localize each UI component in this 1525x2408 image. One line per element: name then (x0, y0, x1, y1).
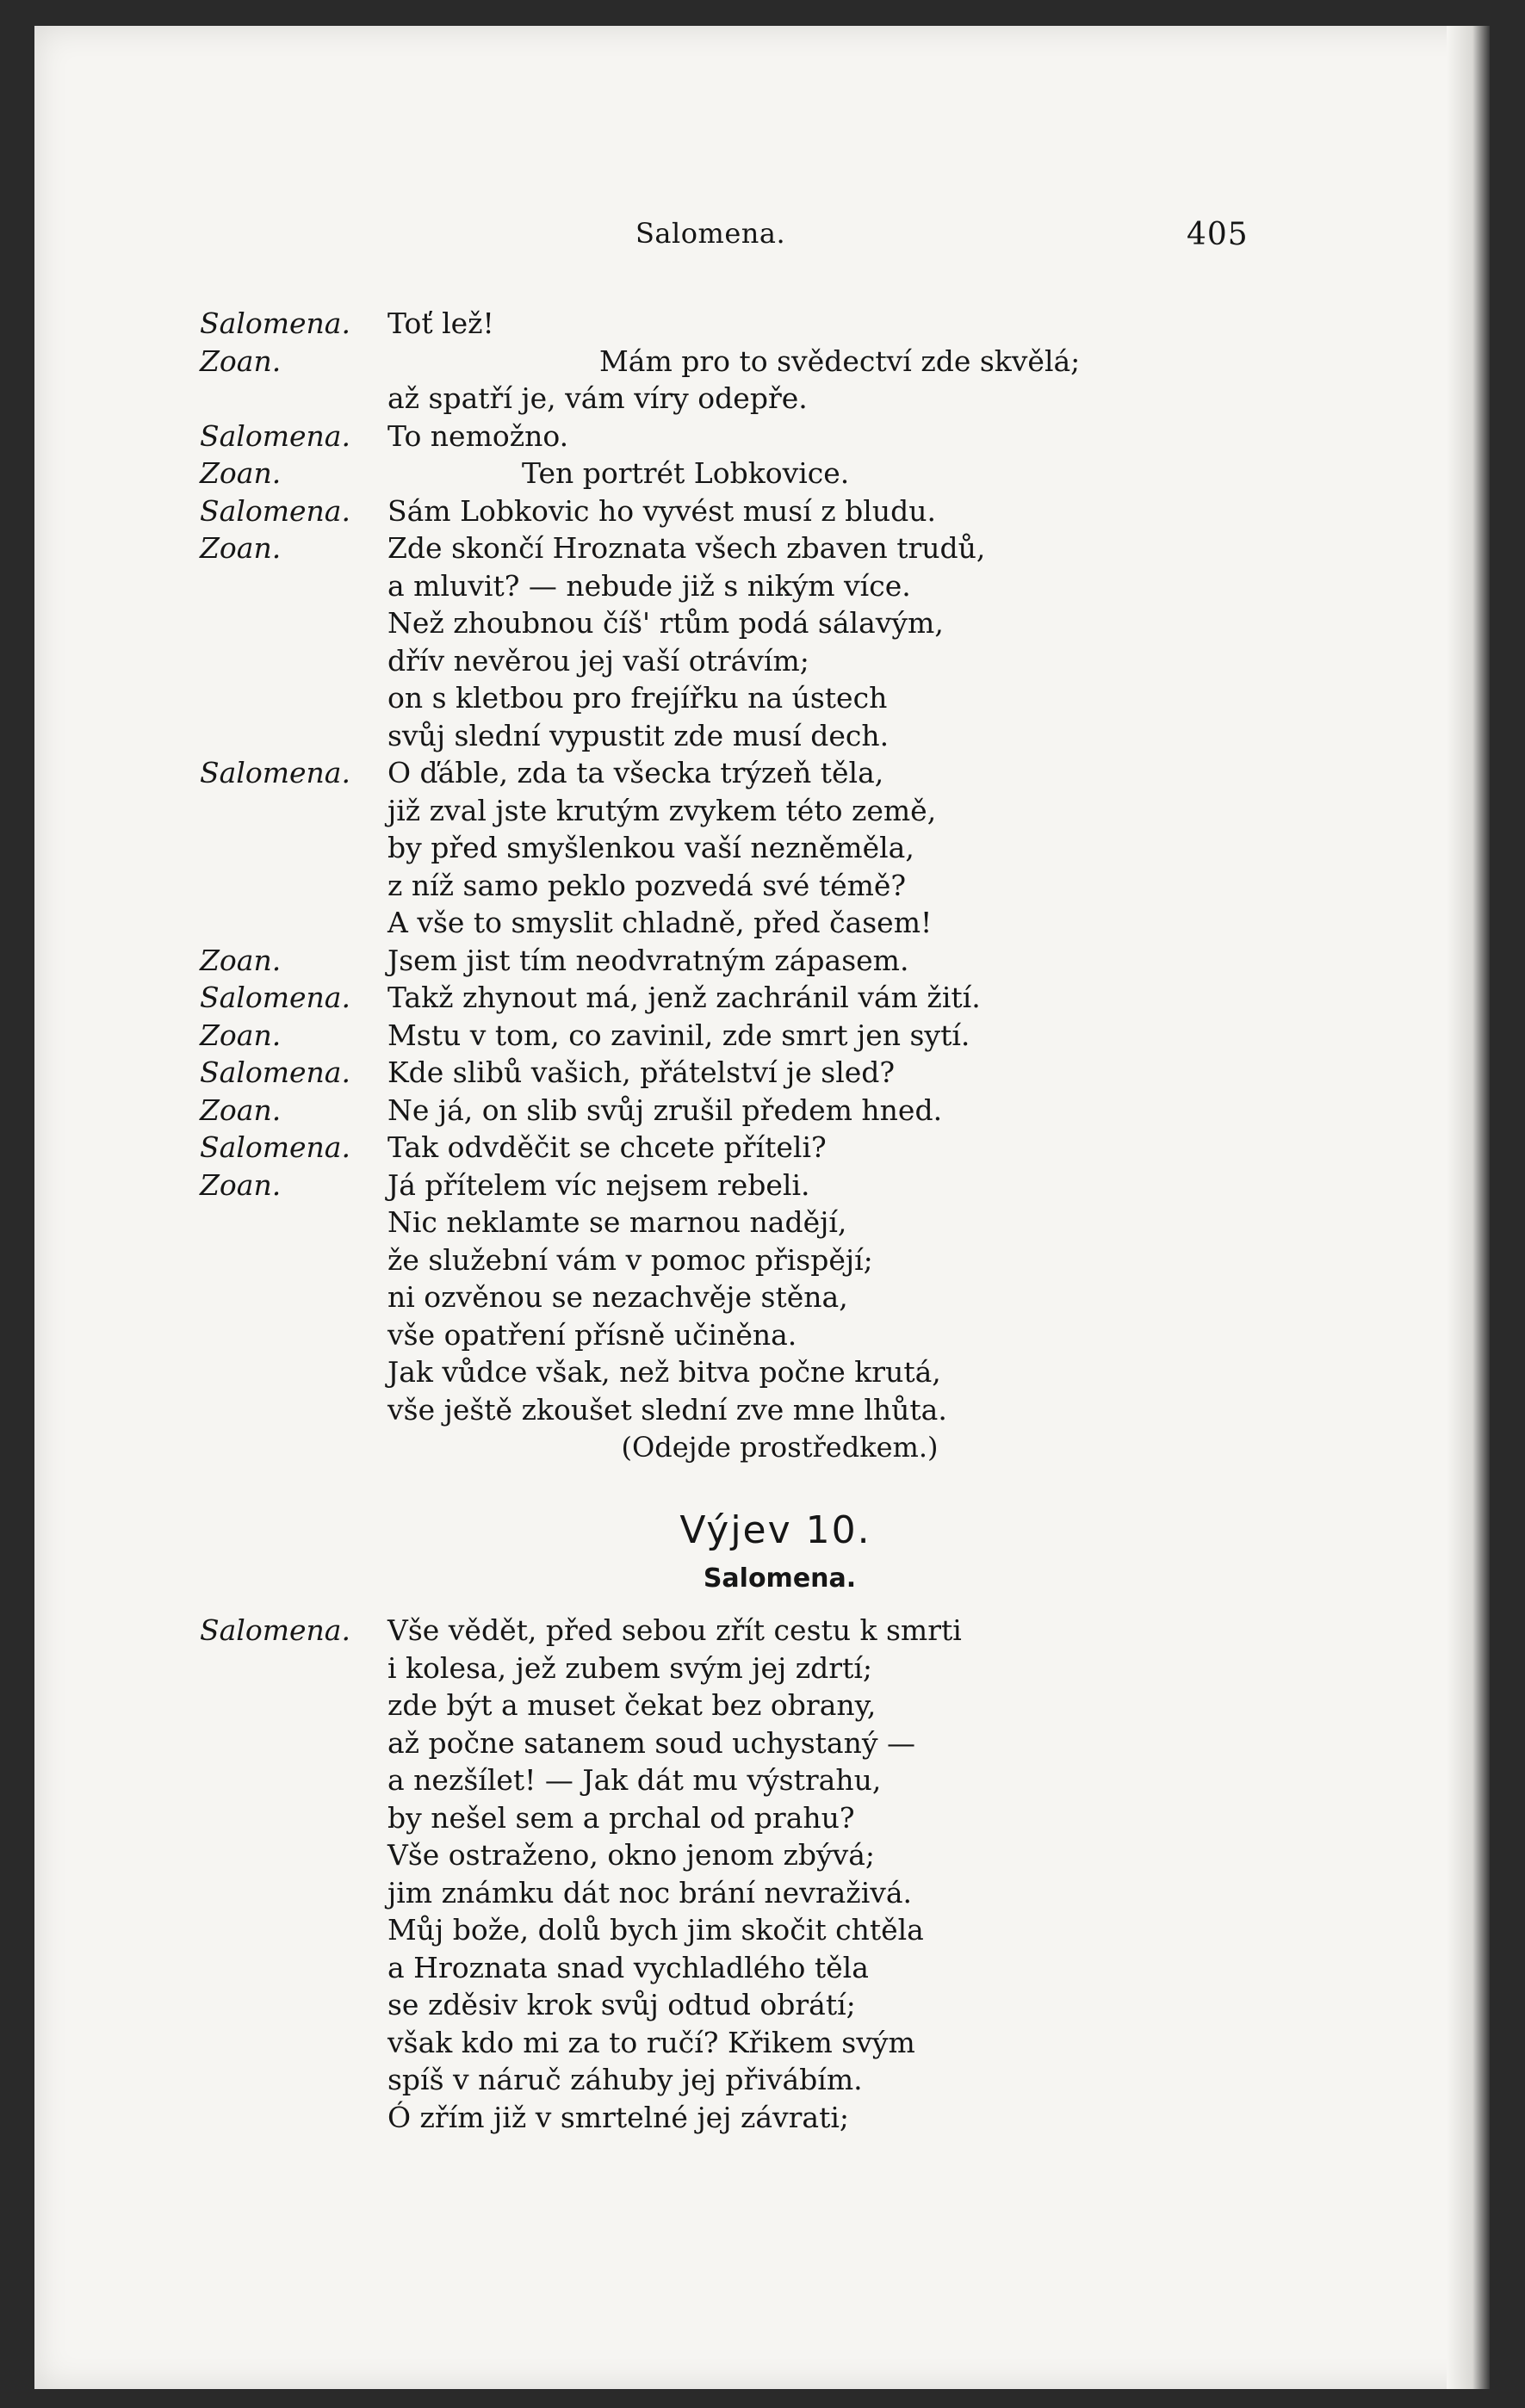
verse-text: Takž zhynout má, jenž zachránil vám žití. (387, 981, 981, 1014)
verse-text: jim známku dát noc brání nevraživá. (387, 1875, 913, 1910)
speaker-name: Salomena. (200, 981, 350, 1014)
verse-text: z níž samo peklo pozvedá své témě? (387, 868, 907, 902)
verse-line (0, 418, 1525, 455)
verse-text: Ten portrét Lobkovice. (522, 456, 850, 490)
verse-line (0, 1278, 1525, 1316)
stage-direction: (Odejde prostředkem.) (621, 1431, 939, 1464)
verse-line (0, 1799, 1525, 1837)
verse-text: Jak vůdce však, než bitva počne krutá, (387, 1355, 941, 1389)
verse-text: a Hroznata snad vychladlého těla (387, 1950, 869, 1984)
page-header (0, 217, 1525, 260)
speaker-name: Zoan. (200, 1167, 282, 1202)
verse-line (0, 2099, 1525, 2137)
verse-line (0, 567, 1525, 605)
speaker-name: Zoan. (200, 1093, 282, 1127)
verse-text: však kdo mi za to ručí? Křikem svým (387, 2025, 915, 2059)
verse-line (0, 1836, 1525, 1874)
verse-text: až počne satanem soud uchystaný — (387, 1725, 915, 1760)
verse-text: a mluvit? — nebude již s nikým více. (387, 568, 911, 603)
verse-line (0, 1129, 1525, 1167)
verse-text: Můj bože, dolů bych jim skočit chtěla (387, 1913, 924, 1947)
speaker-name: Zoan. (200, 1018, 282, 1052)
verse-line (0, 1761, 1525, 1799)
page-number: 405 (1187, 217, 1249, 252)
verse-line (0, 1316, 1525, 1354)
verse-line (0, 1391, 1525, 1429)
verse-line (0, 1167, 1525, 1204)
speaker-name: Salomena. (200, 1055, 350, 1089)
verse-text: To nemožno. (387, 418, 569, 453)
verse-line (0, 455, 1525, 492)
verse-text: až spatří je, vám víry odepře. (387, 381, 808, 415)
verse-line (0, 1092, 1525, 1130)
verse-text: Já přítelem víc nejsem rebeli. (387, 1167, 810, 1202)
verse-line (0, 1724, 1525, 1762)
verse-text: spíš v náruč záhuby jej přivábím. (387, 2063, 863, 2096)
verse-line (0, 1911, 1525, 1949)
verse-text: dřív nevěrou jej vaší otrávím; (387, 643, 809, 678)
speaker-name: Zoan. (200, 943, 282, 977)
verse-line (0, 829, 1525, 867)
verse-line (0, 1017, 1525, 1055)
verse-text: Jsem jist tím neodvratným zápasem. (387, 943, 909, 977)
verse-text: a nezšílet! — Jak dát mu výstrahu, (387, 1763, 882, 1797)
dialogue-block-2 (0, 1612, 1525, 2136)
verse-text: ni ozvěnou se nezachvěje stěna, (387, 1280, 848, 1314)
speaker-name: Salomena. (200, 306, 350, 340)
verse-text: Ne já, on slib svůj zrušil předem hned. (387, 1093, 943, 1127)
verse-text: svůj slední vypustit zde musí dech. (387, 718, 890, 752)
verse-line (0, 1204, 1525, 1241)
verse-text: vše opatření přísně učiněna. (387, 1317, 797, 1352)
verse-text: Mám pro to svědectví zde skvělá; (599, 344, 1081, 378)
scene-character: Salomena. (703, 1563, 857, 1594)
speaker-name: Zoan. (200, 456, 282, 490)
verse-text: Zde skončí Hroznata všech zbaven trudů, (387, 531, 986, 565)
verse-text: Vše vědět, před sebou zřít cestu k smrti (387, 1613, 962, 1647)
verse-text: Tak odvděčit se chcete příteli? (387, 1130, 827, 1164)
verse-text: by před smyšlenkou vaší nezněměla, (387, 831, 914, 864)
verse-text: Než zhoubnou číš' rtům podá sálavým, (387, 606, 944, 640)
verse-line (0, 904, 1525, 942)
verse-text: Kde slibů vašich, přátelství je sled? (387, 1055, 896, 1089)
verse-line (0, 942, 1525, 980)
speaker-name: Salomena. (200, 493, 350, 528)
verse-line (0, 679, 1525, 717)
verse-text: že služební vám v pomoc přispějí; (387, 1242, 873, 1277)
verse-line (0, 867, 1525, 905)
verse-line (0, 305, 1525, 343)
verse-text: Mstu v tom, co zavinil, zde smrt jen sytí. (387, 1018, 970, 1052)
verse-line (0, 1986, 1525, 2024)
verse-line (0, 492, 1525, 530)
verse-line (0, 1241, 1525, 1279)
verse-line (0, 1874, 1525, 1912)
verse-text: on s kletbou pro frejířku na ústech (387, 681, 888, 715)
speaker-name: Salomena. (200, 418, 350, 453)
verse-line (0, 529, 1525, 567)
verse-line (0, 1353, 1525, 1391)
verse-line (0, 380, 1525, 418)
verse-line (0, 1650, 1525, 1687)
verse-line (0, 642, 1525, 680)
verse-line (0, 2061, 1525, 2099)
speaker-name: Zoan. (200, 531, 282, 565)
verse-text: i kolesa, jež zubem svým jej zdrtí; (387, 1650, 872, 1685)
verse-text: by nešel sem a prchal od prahu? (387, 1800, 855, 1835)
verse-text: vše ještě zkoušet slední zve mne lhůta. (387, 1392, 947, 1427)
verse-text: Ó zřím již v smrtelné jej závrati; (387, 2100, 850, 2134)
verse-line (0, 2024, 1525, 2062)
verse-line (0, 604, 1525, 642)
verse-line (0, 979, 1525, 1017)
verse-line (0, 1687, 1525, 1724)
verse-text: se zděsiv krok svůj odtud obrátí; (387, 1988, 856, 2021)
verse-text: zde být a muset čekat bez obrany, (387, 1688, 877, 1722)
verse-text: Vše ostraženo, okno jenom zbývá; (387, 1838, 876, 1872)
verse-text: Sám Lobkovic ho vyvést musí z bludu. (387, 493, 936, 528)
speaker-name: Zoan. (200, 344, 282, 378)
dialogue-block-1 (0, 305, 1525, 1428)
verse-line (0, 792, 1525, 830)
verse-line (0, 343, 1525, 381)
verse-line (0, 1949, 1525, 1987)
verse-text: Nic neklamte se marnou nadějí, (387, 1205, 847, 1239)
verse-text: O ďáble, zda ta všecka trýzeň těla, (387, 756, 884, 789)
speaker-name: Salomena. (200, 1130, 350, 1164)
running-title: Salomena. (635, 217, 786, 250)
verse-line (0, 717, 1525, 755)
verse-line (0, 1612, 1525, 1650)
verse-text: Toť lež! (387, 306, 494, 340)
verse-text: již zval jste krutým zvykem této země, (387, 793, 937, 827)
verse-text: A vše to smyslit chladně, před časem! (387, 906, 933, 939)
verse-line (0, 1054, 1525, 1092)
speaker-name: Salomena. (200, 756, 350, 789)
scene-title: Výjev 10. (679, 1508, 871, 1552)
verse-line (0, 754, 1525, 792)
speaker-name: Salomena. (200, 1613, 350, 1647)
